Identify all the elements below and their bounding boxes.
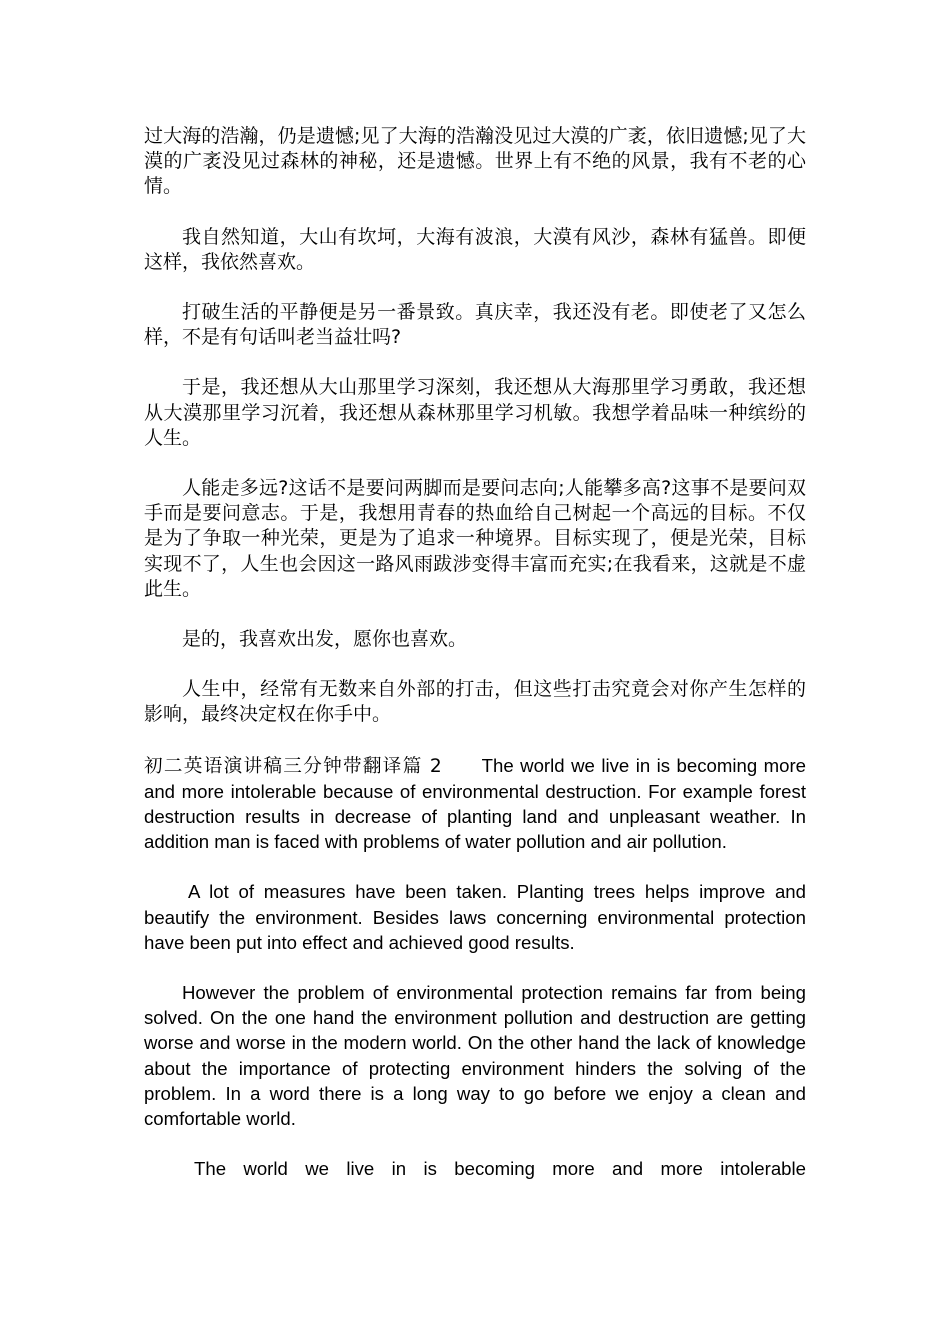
paragraph-cn-7: 人生中，经常有无数来自外部的打击，但这些打击究竟会对你产生怎样的影响，最终决定权在你手中。 bbox=[144, 678, 806, 726]
paragraph-cn-5: 人能走多远?这话不是要问两脚而是要问志向;人能攀多高?这事不是要问双手而是要问意志。于是，我想用青春的热血给自己树起一个高远的目标。不仅是为了争取一种光荣，更是为了追求一种境界。目标实现了，便是光荣，目标实现不了，人生也会因这一路风雨跋涉变得丰富而充实;在我看来，这就是不虚此生。 bbox=[144, 477, 806, 600]
paragraph-cn-4: 于是，我还想从大山那里学习深刻，我还想从大海那里学习勇敢，我还想从大漠那里学习沉着，我还想从森林那里学习机敏。我想学着品味一种缤纷的人生。 bbox=[144, 376, 806, 449]
paragraph-cn-1: 过大海的浩瀚，仍是遗憾;见了大海的浩瀚没见过大漠的广袤，依旧遗憾;见了大漠的广袤没见过森林的神秘，还是遗憾。世界上有不绝的风景，我有不老的心情。 bbox=[144, 125, 806, 198]
document-page bbox=[144, 124, 806, 1207]
paragraph-cn-6: 是的，我喜欢出发，愿你也喜欢。 bbox=[182, 628, 468, 651]
paragraph-en-3: The world we live in is becoming more and more intolerable bbox=[194, 1158, 806, 1180]
section-paragraph bbox=[144, 753, 806, 855]
paragraph-cn-3: 打破生活的平静便是另一番景致。真庆幸，我还没有老。即使老了又怎么样，不是有句话叫老当益壮吗? bbox=[144, 301, 806, 349]
section-first-text: The world we live in is becoming more and more intolerable because of environmental destruction. For example forest destruction results in decrease of planting land and unpleasant weather. In addition man is faced with problems of water pollution and air pollution. bbox=[144, 754, 806, 853]
section-title: 初二英语演讲稿三分钟带翻译篇 2 bbox=[144, 755, 442, 777]
paragraph-en-1: A lot of measures have been taken. Planting trees helps improve and beautify the environment. Besides laws concerning environmental protection have been put into effect and achieved good results. bbox=[144, 881, 806, 953]
paragraph-cn-2: 我自然知道，大山有坎坷，大海有波浪，大漠有风沙，森林有猛兽。即便这样，我依然喜欢。 bbox=[144, 225, 806, 273]
paragraph-en-2: However the problem of environmental protection remains far from being solved. On the one hand the environment pollution and destruction are getting worse and worse in the modern world. On the other hand the lack of knowledge about the importance of protecting environment hinders the solving of the problem. In a word there is a long way to go before we enjoy a clean and comfortable world. bbox=[144, 982, 806, 1130]
